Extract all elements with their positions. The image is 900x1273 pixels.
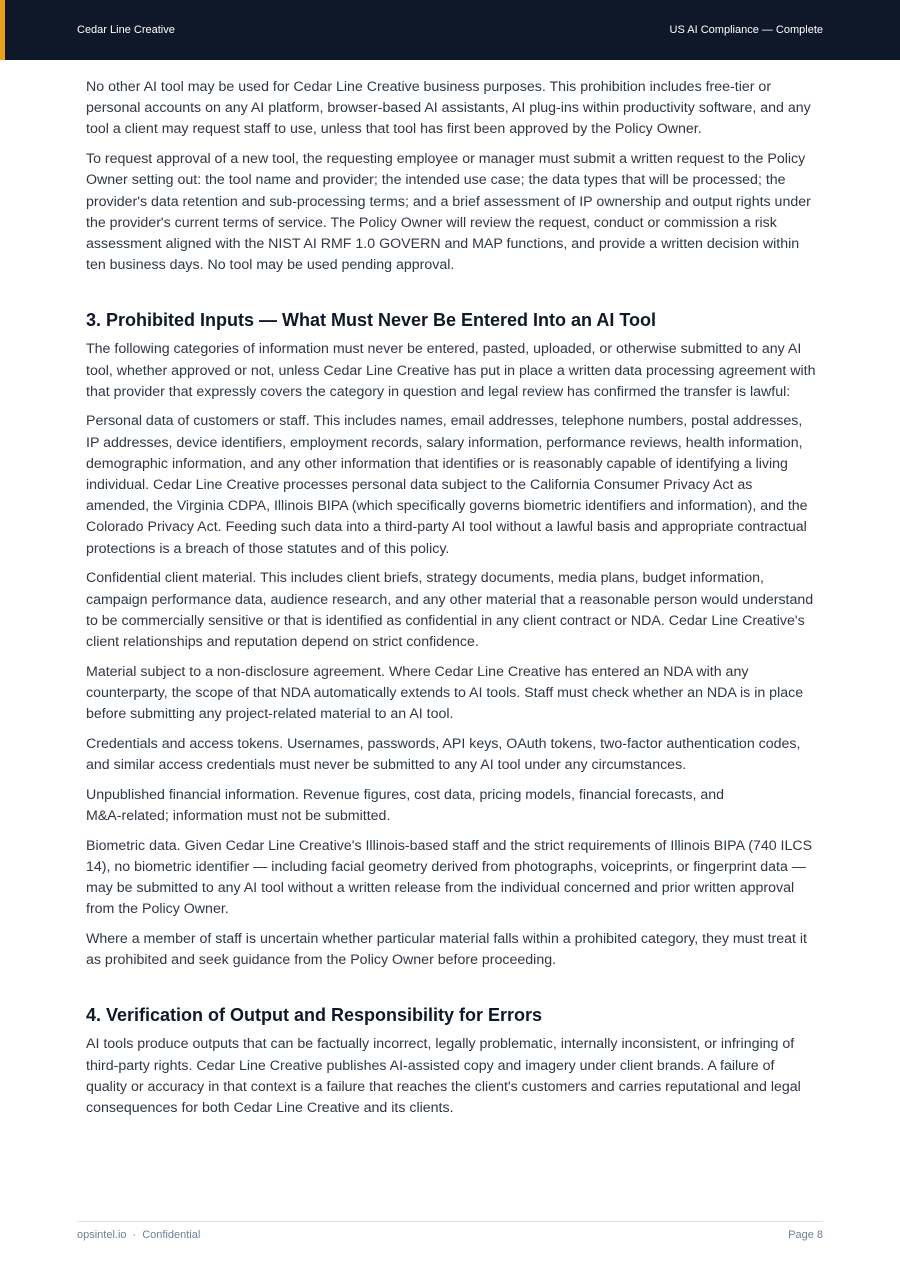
company-name: Cedar Line Creative bbox=[77, 24, 175, 36]
section-heading: 4. Verification of Output and Responsibility for Errors bbox=[86, 1005, 543, 1026]
section-heading: 3. Prohibited Inputs — What Must Never Be Entered Into an AI Tool bbox=[86, 310, 657, 331]
page-header bbox=[0, 0, 900, 60]
footer-site: opsintel.io bbox=[77, 1229, 127, 1241]
footer-separator: · bbox=[132, 1229, 137, 1241]
document-body bbox=[86, 77, 818, 1128]
paragraph: Personal data of customers or staff. This includes names, email addresses, telephone numbers, postal addresses, IP addresses, device identifiers, employment records, salary information, performance reviews, health information, demographic information, and any other information that identifies or is reasonably capable of identifying a living individual. Cedar Line Creative processes personal data subject to the California Consumer Privacy Act as amended, the Virginia CDPA, Illinois BIPA (which specifically governs biometric identifiers and information), and the Colorado Privacy Act. Feeding such data into a third-party AI tool without a lawful basis and appropriate contractual protections is a breach of those statutes and of this policy. bbox=[86, 413, 808, 557]
paragraph: To request approval of a new tool, the requesting employee or manager must submit a written request to the Policy Owner setting out: the tool name and provider; the intended use case; the data types that will be processed; the provider's data retention and sub-processing terms; and a brief assessment of IP ownership and output rights under the provider's current terms of service. The Policy Owner will review the request, conduct or commission a risk assessment aligned with the NIST AI RMF 1.0 GOVERN and MAP functions, and provide a written decision within ten business days. No tool may be used pending approval. bbox=[86, 151, 811, 274]
footer-divider bbox=[77, 1221, 823, 1222]
paragraph: Credentials and access tokens. Usernames, passwords, API keys, OAuth tokens, two-factor authentication codes, and similar access credentials must never be submitted to any AI tool under any circumstances. bbox=[86, 735, 801, 773]
paragraph: The following categories of information must never be entered, pasted, uploaded, or otherwise submitted to any AI tool, whether approved or not, unless Cedar Line Creative has put in place a written data processing agreement with that provider that expressly covers the category in question and legal review has confirmed the transfer is lawful: bbox=[86, 341, 816, 400]
paragraph-line: M&A-related; information must not be submitted. bbox=[86, 807, 391, 824]
paragraph: Biometric data. Given Cedar Line Creative's Illinois-based staff and the strict requirements of Illinois BIPA (740 ILCS 14), no biometric identifier — including facial geometry derived from photographs, voiceprints, or fingerprint data — may be submitted to any AI tool without a written release from the individual concerned and prior written approval from the Policy Owner. bbox=[86, 837, 813, 918]
paragraph bbox=[86, 785, 818, 827]
footer-classification: Confidential bbox=[142, 1229, 201, 1241]
paragraph: AI tools produce outputs that can be factually incorrect, legally problematic, internally inconsistent, or infringing of third-party rights. Cedar Line Creative publishes AI-assisted copy and imagery under client brands. A failure of quality or accuracy in that context is a failure that reaches the client's customers and carries reputational and legal consequences for both Cedar Line Creative and its clients. bbox=[86, 1036, 801, 1116]
page-number: Page 8 bbox=[788, 1229, 823, 1241]
paragraph-line: Unpublished financial information. Revenue figures, cost data, pricing models, financial forecasts, and bbox=[86, 786, 725, 803]
paragraph: Where a member of staff is uncertain whether particular material falls within a prohibited category, they must treat it as prohibited and seek guidance from the Policy Owner before proceeding. bbox=[86, 930, 807, 969]
paragraph: Material subject to a non-disclosure agreement. Where Cedar Line Creative has entered an NDA with any counterparty, the scope of that NDA automatically extends to AI tools. Staff must check whether an NDA is in place before submitting any project-related material to an AI tool. bbox=[86, 663, 804, 723]
paragraph: Confidential client material. This includes client briefs, strategy documents, media plans, budget information, campaign performance data, audience research, and any other material that a reasonable person would understand to be commercially sensitive or that is identified as confidential in any client contract or NDA. Cedar Line Creative's client relationships and reputation depend on strict confidence. bbox=[86, 570, 814, 650]
document-title: US AI Compliance — Complete bbox=[669, 24, 823, 36]
footer-left bbox=[77, 1229, 200, 1241]
paragraph: No other AI tool may be used for Cedar Line Creative business purposes. This prohibition includes free-tier or personal accounts on any AI platform, browser-based AI assistants, AI plug-ins within productivity software, and any tool a client may request staff to use, unless that tool has first been approved by the Policy Owner. bbox=[86, 79, 811, 138]
